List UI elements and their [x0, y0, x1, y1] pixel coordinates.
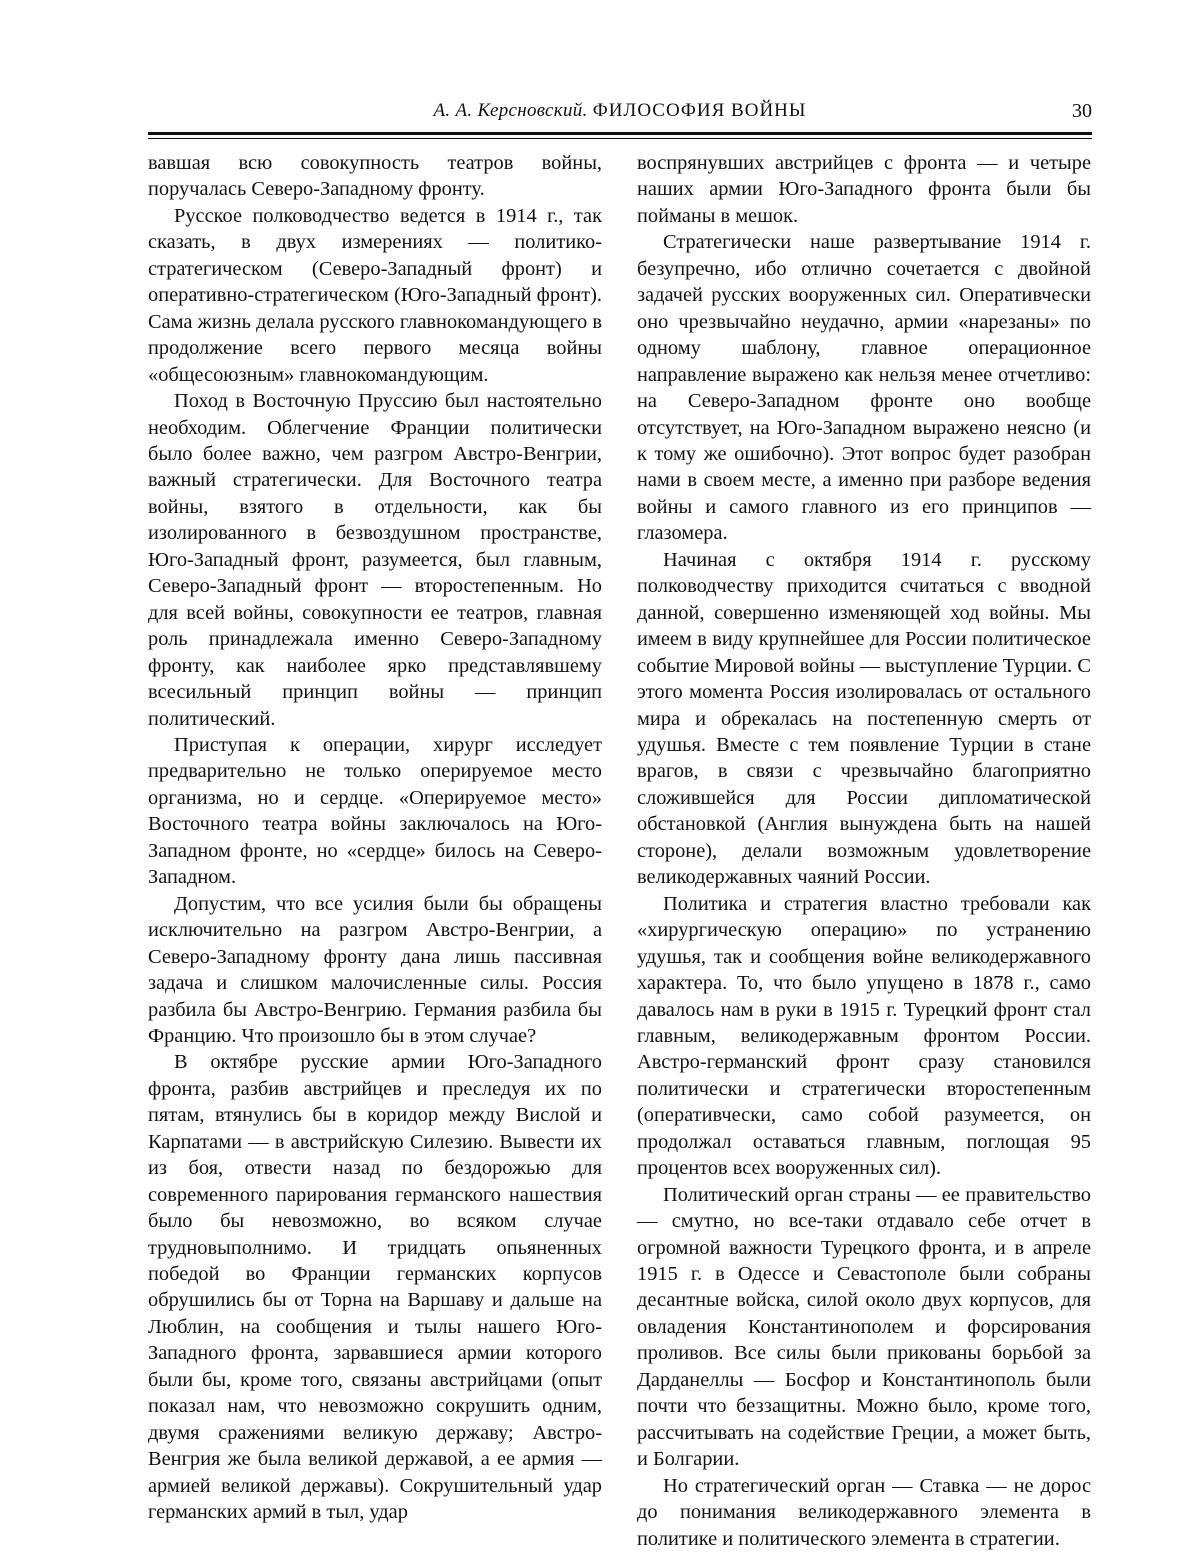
paragraph: Но стратегический орган — Ставка — не дорос до понимания великодержавного элемента в политике и политического элемента в стратегии.	[637, 1474, 1091, 1550]
header-book-title: ФИЛОСОФИЯ ВОЙНЫ	[592, 100, 807, 121]
left-column	[148, 150, 602, 1526]
paragraph: Начиная с октября 1914 г. русскому полководчеству приходится считаться с вводной данной, совершенно изменяющей ход войны. Мы имеем в виду крупнейшее для России политическое событие Мировой войны — выступление Турции. С этого момента Россия изолировалась от остального мира и обрекалась на постепенную смерть от удушья. Вместе с тем появление Турции в стане врагов, в связи с чрезвычайно благоприятно сложившейся для России дипломатической обстановкой (Англия вынуждена быть на нашей стороне), делали возможным удовлетворение великодержавных чаяний России.	[637, 548, 1091, 889]
header-rule-thick	[148, 132, 1092, 135]
paragraph: Стратегически наше развертывание 1914 г. безупречно, ибо отлично сочетается с двойной задачей русских вооруженных сил. Оперативчески оно чрезвычайно неудачно, армии «нарезаны» по одному шаблону, главное операционное направление выражено как нельзя менее отчетливо: на Северо-Западном фронте оно вообще отсутствует, на Юго-Западном выражено неясно (и к тому же ошибочно). Этот вопрос будет разобран нами в своем месте, а именно при разборе ведения войны и самого главного из его принципов — глазомера.	[637, 231, 1091, 545]
header-title	[148, 100, 1092, 122]
header-rule-thin	[148, 138, 1092, 139]
paragraph: воспрянувших австрийцев с фронта — и четыре наших армии Юго-Западного фронта были бы пойманы в мешок.	[637, 152, 1091, 227]
paragraph: Политика и стратегия властно требовали как «хирургическую операцию» по устранению удушья, так и сообщения войне великодержавного характера. То, что было упущено в 1878 г., само давалось нам в руки в 1915 г. Турецкий фронт стал главным, великодержавным фронтом России. Австро-германский фронт сразу становился политически и стратегически второстепенным (оперативчески, само собой разумеется, он продолжал оставаться главным, поглощая 95 процентов всех вооруженных сил).	[637, 892, 1091, 1180]
paragraph: Русское полководчество ведется в 1914 г., так сказать, в двух измерениях — политико-стратегическом (Северо-Западный фронт) и оперативно-стратегическом (Юго-Западный фронт). Сама жизнь делала русского главнокомандующего в продолжение всего первого месяца войны «общесоюзным» главнокомандующим.	[148, 204, 602, 386]
paragraph: Поход в Восточную Пруссию был настоятельно необходим. Облегчение Франции политически было более важно, чем разгром Австро-Венгрии, важный стратегически. Для Восточного театра войны, взятого в отдельности, как бы изолированного в безвоздушном пространстве, Юго-Западный фронт, разумеется, был главным, Северо-Западный фронт — второстепенным. Но для всей войны, совокупности ее театров, главная роль принадлежала именно Северо-Западному фронту, как наиболее ярко представлявшему всесильный принцип войны — принцип политический.	[148, 390, 602, 730]
header-author: А. А. Керсновский.	[433, 100, 588, 121]
paragraph: Политический орган страны — ее правительство — смутно, но все-таки отдавало себе отчет в огромной важности Турецкого фронта, и в апреле 1915 г. в Одессе и Севастополе были собраны десантные войска, силой около двух корпусов, для овладения Константинополем и форсирования проливов. Все силы были прикованы борьбой за Дарданеллы — Босфор и Константинополь были почти что беззащитны. Можно было, кроме того, рассчитывать на содействие Греции, а может быть, и Болгарии.	[637, 1183, 1091, 1471]
paragraph: Приступая к операции, хирург исследует предварительно не только оперируемое место организма, но и сердце. «Оперируемое место» Восточного театра войны заключалось на Юго-Западном фронте, но «сердце» билось на Северо-Западном.	[148, 733, 602, 889]
right-column	[637, 150, 1091, 1552]
paragraph: Допустим, что все усилия были бы обращены исключительно на разгром Австро-Венгрии, а Северо-Западному фронту дана лишь пассивная задача и слишком малочисленные силы. Россия разбила бы Австро-Венгрию. Германия разбила бы Францию. Что произошло бы в этом случае?	[148, 892, 602, 1047]
paragraph: В октябре русские армии Юго-Западного фронта, разбив австрийцев и преследуя их по пятам, втянулись бы в коридор между Вислой и Карпатами — в австрийскую Силезию. Вывести их из боя, отвести назад по бездорожью для современного парирования германского нашествия было бы невозможно, во всяком случае трудновыполнимо. И тридцать опьяненных победой во Франции германских корпусов обрушились бы от Торна на Варшаву и дальше на Люблин, на сообщения и тылы нашего Юго-Западного фронта, зарвавшиеся армии которого были бы, кроме того, связаны австрийцами (опыт показал нам, что невозможно сокрушить одним, двумя сражениями великую державу; Австро-Венгрия же была великой державой, а ее армия — армией великой державы). Сокрушительный удар германских армий в тыл, удар	[148, 1051, 602, 1524]
paragraph: вавшая всю совокупность театров войны, поручалась Северо-Западному фронту.	[148, 152, 602, 201]
running-header	[148, 100, 1092, 130]
page-number: 30	[1072, 100, 1092, 122]
